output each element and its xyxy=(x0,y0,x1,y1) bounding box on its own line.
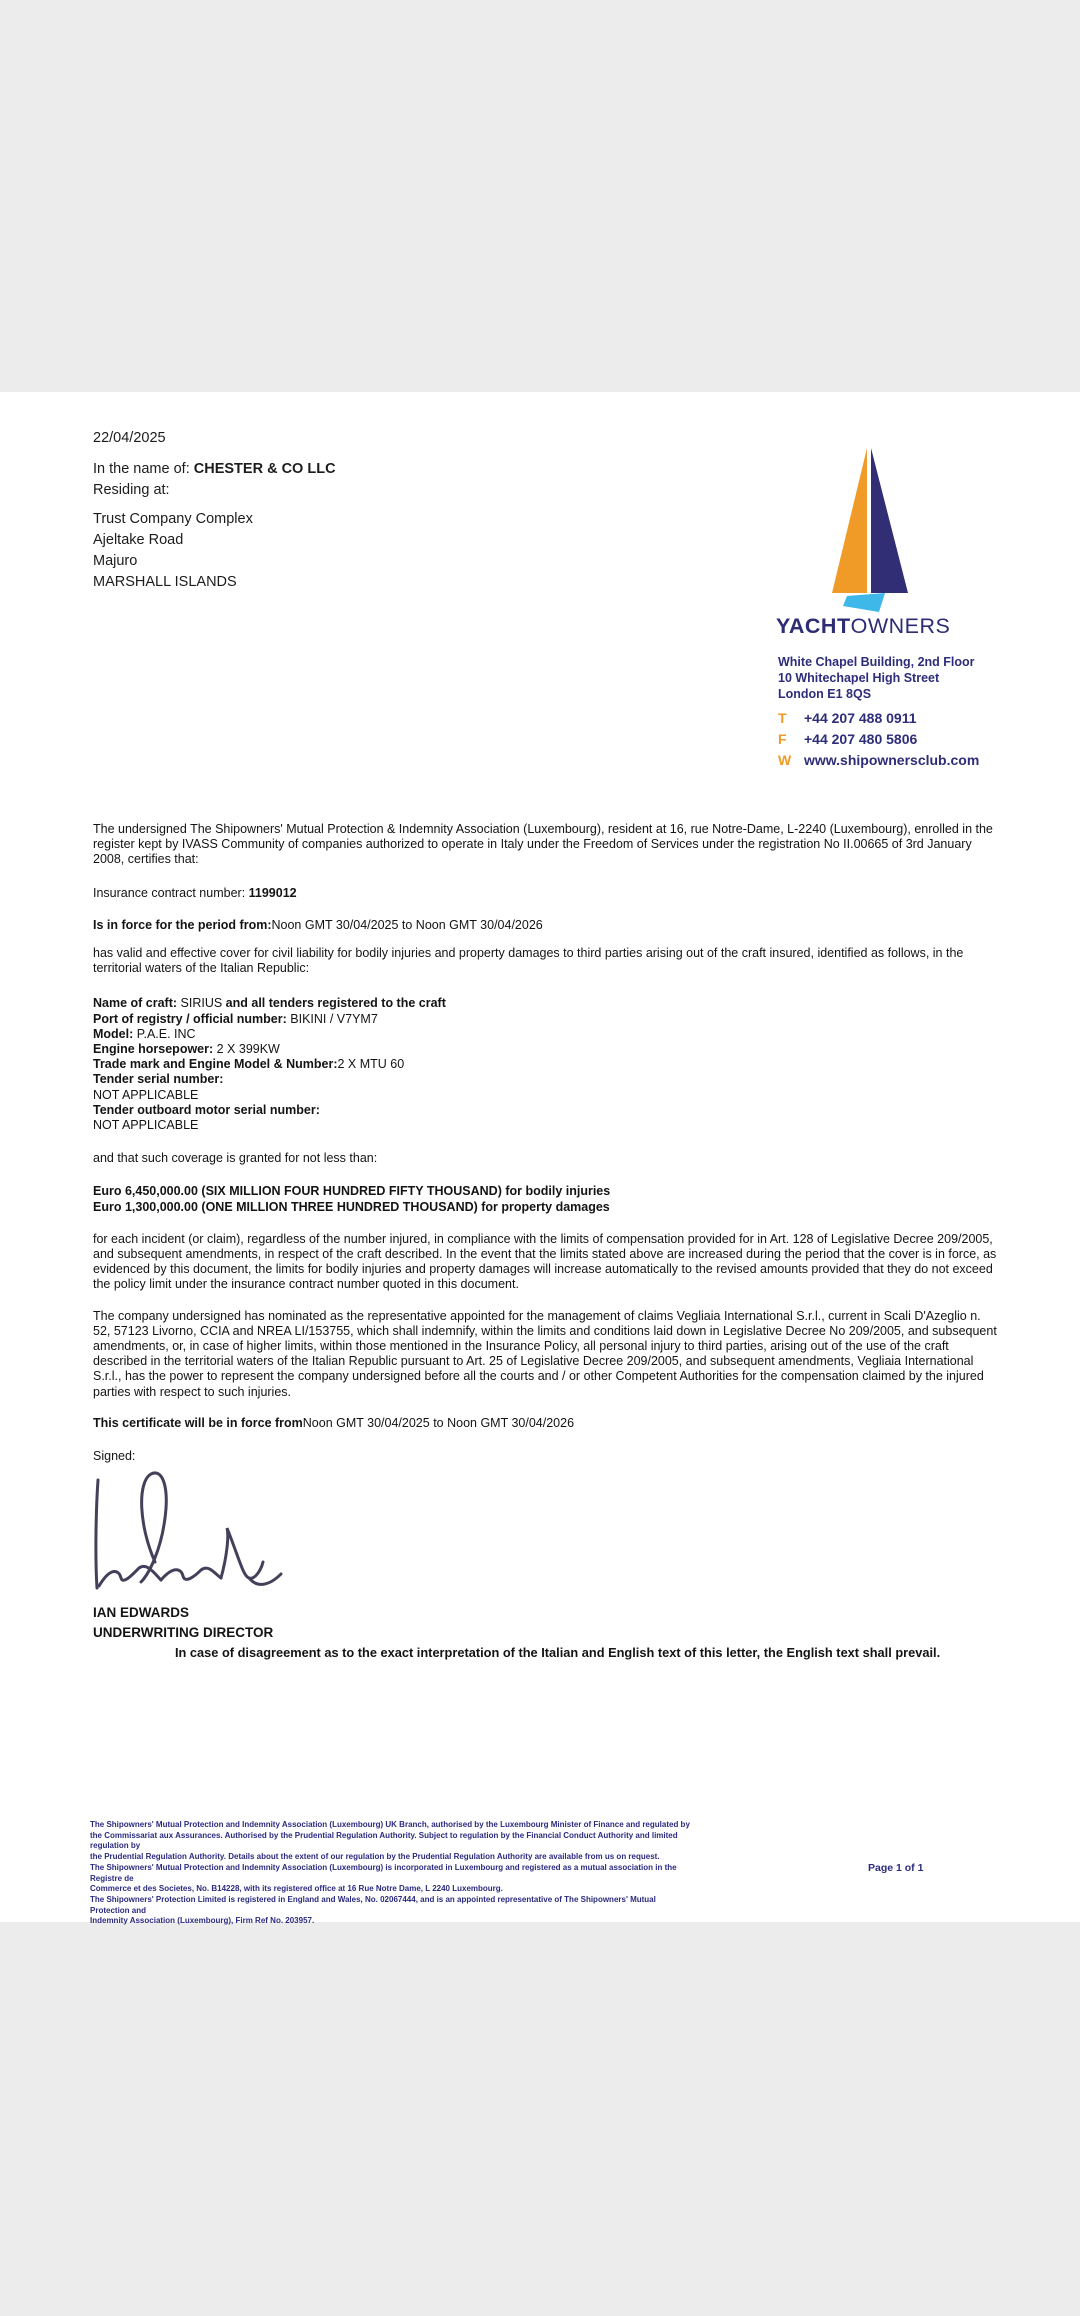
coverage-bodily-injuries: Euro 6,450,000.00 (SIX MILLION FOUR HUNDRED FIFTY THOUSAND) for bodily injuries xyxy=(93,1184,611,1199)
contract-number-line xyxy=(93,886,998,901)
recipient-address xyxy=(93,509,336,593)
telephone-number: +44 207 488 0911 xyxy=(804,710,917,726)
address-line: Trust Company Complex xyxy=(93,511,253,527)
footer-line: Indemnity Association (Luxembourg), Firm Ref No. 203957. xyxy=(90,1916,315,1926)
intro-paragraph: The undersigned The Shipowners' Mutual Protection & Indemnity Association (Luxembourg), resident at 16, rue Notre-Dame, L-2240 (Luxembourg), enrolled in the register kept by IVASS Community of companies authorized to operate in Italy under the Freedom of Services under the registration No II.00665 of 3rd January 2008, certifies that: xyxy=(93,822,993,867)
craft-port-line xyxy=(93,1012,998,1027)
certificate-force-line xyxy=(93,1416,998,1431)
website-url: www.shipownersclub.com xyxy=(804,752,980,768)
footer-line: The Shipowners' Protection Limited is registered in England and Wales, No. 02067444, and is an appointed representative of The Shipowners' Mutual Protection and xyxy=(90,1894,656,1915)
signatory-name: IAN EDWARDS xyxy=(93,1604,190,1620)
fax-row xyxy=(778,729,979,750)
certificate-value: Noon GMT 30/04/2025 to Noon GMT 30/04/2026 xyxy=(302,1415,575,1430)
contract-label: Insurance contract number: xyxy=(93,885,249,900)
residing-at-label: Residing at: xyxy=(93,482,170,498)
period-line xyxy=(93,918,998,933)
craft-name-suffix: and all tenders registered to the craft xyxy=(225,996,446,1011)
tender-serial-label: Tender serial number: xyxy=(93,1072,224,1087)
footer-line: Commerce et des Societes, No. B14228, with its registered office at 16 Rue Notre Dame, L 2240 Luxembourg. xyxy=(90,1884,503,1894)
handwritten-signature xyxy=(89,1466,289,1598)
coverage-intro: and that such coverage is granted for not less than: xyxy=(93,1151,378,1166)
yachtowners-logo-icon xyxy=(830,446,910,614)
brand-address-line: White Chapel Building, 2nd Floor xyxy=(778,655,975,669)
craft-name-value: SIRIUS xyxy=(177,996,226,1011)
craft-name-line xyxy=(93,996,998,1011)
period-label: Is in force for the period from: xyxy=(93,917,272,932)
tender-outboard-value-line: NOT APPLICABLE xyxy=(93,1118,199,1133)
website-row xyxy=(778,750,979,771)
limits-paragraph: for each incident (or claim), regardless of the number injured, in compliance with the limits of compensation provided for in Art. 128 of Legislative Decree 209/2005, and subsequent amendments, in respect of the craft described. In the event that the limits stated above are increased during the period that the cover is in force, as evidenced by this document, the limits for bodily injuries and property damages will increase automatically to the revised amounts provided that they do not exceed the policy limit under the insurance contract number quoted in this document. xyxy=(93,1231,997,1292)
brand-address xyxy=(778,654,975,702)
representative-paragraph: The company undersigned has nominated as the representative appointed for the management of claims Vegliaia International S.r.l., current in Scali D'Azeglio n. 52, 57123 Livorno, CCIA and NREA LI/153755, which shall indemnify, within the limits and conditions laid down in Legislative Decree No 209/2005, and subsequent amendments, or, in case of higher limits, within those mentioned in the Insurance Policy, all personal injury to third parties, arising out of the use of the craft described in the territorial waters of the Italian Republic pursuant to Art. 25 of Legislative Decree 209/2005, and subsequent amendments, Vegliaia International S.r.l., has the power to represent the company undersigned before all the courts and / or other Competent Authorities for the compensation claimed by the injured parties with respect to such injuries. xyxy=(93,1308,997,1399)
letter-body xyxy=(93,822,998,1660)
craft-trademark-label: Trade mark and Engine Model & Number: xyxy=(93,1057,338,1072)
signed-label: Signed: xyxy=(93,1449,136,1464)
craft-engine-line xyxy=(93,1042,998,1057)
craft-model-label: Model: xyxy=(93,1026,134,1041)
tender-serial-label-line xyxy=(93,1072,998,1087)
craft-trademark-value: 2 X MTU 60 xyxy=(337,1057,405,1072)
coverage-amounts xyxy=(93,1184,998,1214)
craft-port-value: BIKINI / V7YM7 xyxy=(286,1011,378,1026)
fax-number: +44 207 480 5806 xyxy=(804,731,918,747)
brand-address-line: London E1 8QS xyxy=(778,687,872,701)
craft-engine-label: Engine horsepower: xyxy=(93,1042,214,1057)
craft-trademark-line xyxy=(93,1057,998,1072)
craft-engine-value: 2 X 399KW xyxy=(213,1042,280,1057)
signatory-block xyxy=(93,1603,998,1643)
address-line: Majuro xyxy=(93,553,138,569)
contract-number: 1199012 xyxy=(248,885,297,900)
yachtowners-wordmark xyxy=(776,614,950,639)
craft-details xyxy=(93,996,998,1133)
brand-address-line: 10 Whitechapel High Street xyxy=(778,671,940,685)
footer-line: The Shipowners' Mutual Protection and Indemnity Association (Luxembourg) is incorporated in Luxembourg and registered as a mutual association in the Registre de xyxy=(90,1862,677,1883)
language-disclaimer: In case of disagreement as to the exact interpretation of the Italian and English text of this letter, the English text shall prevail. xyxy=(175,1644,941,1660)
footer-line: The Shipowners' Mutual Protection and Indemnity Association (Luxembourg) UK Branch, authorised by the Luxembourg Minister of Finance and regulated by xyxy=(90,1820,690,1829)
in-name-label: In the name of: xyxy=(93,461,194,477)
web-key: W xyxy=(778,752,792,768)
address-line: Ajeltake Road xyxy=(93,532,184,548)
footer-line: the Prudential Regulation Authority. Details about the extent of our regulation by the Prudential Regulation Authority are available from us on request. xyxy=(90,1852,660,1862)
tender-outboard-label: Tender outboard motor serial number: xyxy=(93,1102,320,1117)
wordmark-yacht: YACHT xyxy=(776,614,851,638)
craft-port-label: Port of registry / official number: xyxy=(93,1011,287,1026)
fax-key: F xyxy=(778,731,787,747)
letter-date: 22/04/2025 xyxy=(93,430,166,446)
craft-model-line xyxy=(93,1027,998,1042)
cover-paragraph: has valid and effective cover for civil liability for bodily injuries and property damages to third parties arising out of the craft insured, identified as follows, in the territorial waters of the Italian Republic: xyxy=(93,946,964,976)
signatory-title: UNDERWRITING DIRECTOR xyxy=(93,1624,274,1640)
certificate-label: This certificate will be in force from xyxy=(93,1415,303,1430)
footer-line: the Commissariat aux Assurances. Authorised by the Prudential Regulation Authority. Subject to regulation by the Financial Conduct Authority and limited regulation by xyxy=(90,1830,678,1851)
wordmark-owners: OWNERS xyxy=(850,614,951,638)
recipient-block xyxy=(93,430,336,593)
period-value: Noon GMT 30/04/2025 to Noon GMT 30/04/2026 xyxy=(271,917,543,932)
craft-model-value: P.A.E. INC xyxy=(133,1026,196,1041)
phone-row xyxy=(778,708,979,729)
craft-name-label: Name of craft: xyxy=(93,996,178,1011)
brand-contacts xyxy=(778,708,979,771)
telephone-key: T xyxy=(778,710,787,726)
address-line: MARSHALL ISLANDS xyxy=(93,574,237,590)
tender-serial-value-line: NOT APPLICABLE xyxy=(93,1087,199,1102)
page-number: Page 1 of 1 xyxy=(868,1862,924,1874)
in-the-name-of-line xyxy=(93,459,336,480)
tender-outboard-label-line xyxy=(93,1103,998,1118)
coverage-property-damages: Euro 1,300,000.00 (ONE MILLION THREE HUNDRED THOUSAND) for property damages xyxy=(93,1199,610,1214)
certificate-page xyxy=(0,392,1080,1926)
regulatory-footer xyxy=(90,1820,690,1927)
insured-name: CHESTER & CO LLC xyxy=(193,461,336,477)
